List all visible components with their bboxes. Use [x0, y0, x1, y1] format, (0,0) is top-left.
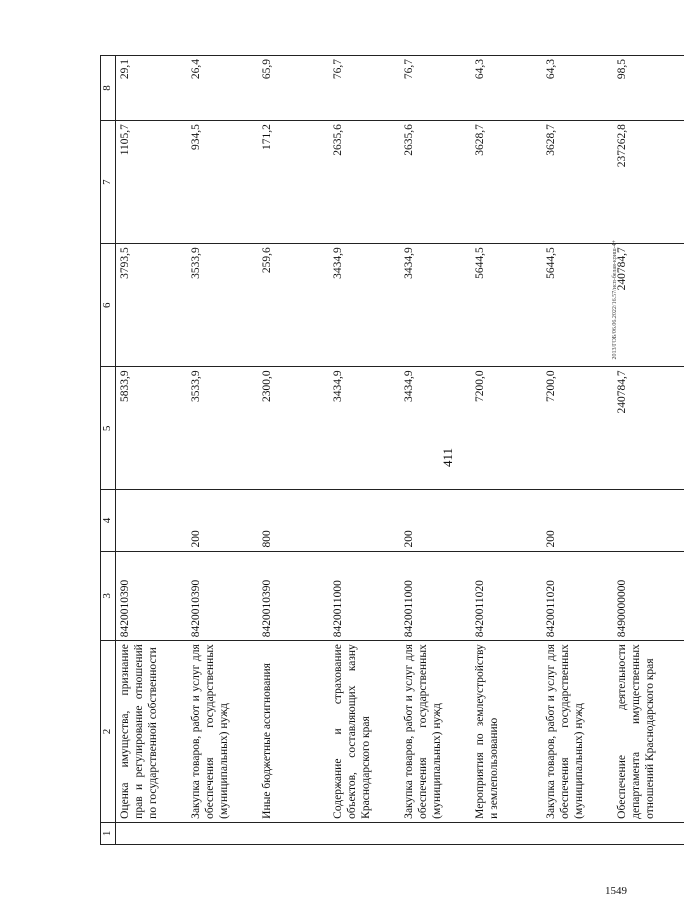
cell-col5: 240784,7	[613, 367, 684, 490]
cell-col8: 98,5	[613, 56, 684, 121]
cell-col6: 3434,9	[329, 244, 400, 367]
cell-col5: 5833,9	[116, 367, 188, 490]
cell-name: Оценка имущества, признание прав и регулирование отношений по государственной собственности	[116, 641, 188, 823]
bottom-page-number: 1549	[605, 885, 627, 897]
cell-col8: 76,7	[400, 56, 471, 121]
cell-num	[116, 822, 188, 844]
cell-type	[329, 490, 400, 551]
cell-col5: 3434,9	[400, 367, 471, 490]
budget-table	[100, 55, 684, 845]
table-row	[187, 56, 258, 845]
cell-num	[400, 822, 471, 844]
page-number: 411	[440, 447, 455, 467]
col-1-header: 1	[101, 822, 116, 844]
cell-col6: 3533,9	[187, 244, 258, 367]
table-row	[471, 56, 542, 845]
cell-col8: 76,7	[329, 56, 400, 121]
cell-col8: 29,1	[116, 56, 188, 121]
cell-col5: 3533,9	[187, 367, 258, 490]
cell-code: 8420011020	[471, 551, 542, 641]
cell-type: 800	[258, 490, 329, 551]
cell-col6: 3793,5	[116, 244, 188, 367]
cell-col5: 2300,0	[258, 367, 329, 490]
cell-name: Обеспечение деятельности департамента имущественных отношений Краснодарского края	[613, 641, 684, 823]
col-5-header: 5	[101, 367, 116, 490]
col-8-header: 8	[101, 56, 116, 121]
col-6-header: 6	[101, 244, 116, 367]
cell-col7: 171,2	[258, 121, 329, 244]
cell-col5: 3434,9	[329, 367, 400, 490]
cell-col7: 934,5	[187, 121, 258, 244]
table-row	[400, 56, 471, 845]
cell-type	[471, 490, 542, 551]
cell-col7: 237262,8	[613, 121, 684, 244]
cell-type: 200	[542, 490, 613, 551]
col-3-header: 3	[101, 551, 116, 641]
cell-code: 8420010390	[187, 551, 258, 641]
cell-code: 8420011000	[400, 551, 471, 641]
col-4-header: 4	[101, 490, 116, 551]
cell-name: Закупка товаров, работ и услуг для обеспечения государственных (муниципальных) нужд	[542, 641, 613, 823]
col-7-header: 7	[101, 121, 116, 244]
cell-type	[116, 490, 188, 551]
cell-num	[613, 822, 684, 844]
cell-col6: 5644,5	[542, 244, 613, 367]
cell-type	[613, 490, 684, 551]
side-print-code: 2013/ГОБ/06.06.2022/16.57/исп-белая-криш-4+	[612, 240, 618, 360]
cell-col7: 2635,6	[329, 121, 400, 244]
header-row	[101, 56, 116, 845]
cell-col6: 5644,5	[471, 244, 542, 367]
cell-code: 8420010390	[116, 551, 188, 641]
table-row	[258, 56, 329, 845]
cell-code: 8490000000	[613, 551, 684, 641]
cell-type: 200	[400, 490, 471, 551]
cell-col7: 3628,7	[471, 121, 542, 244]
cell-type: 200	[187, 490, 258, 551]
cell-col6: 259,6	[258, 244, 329, 367]
cell-col7: 2635,6	[400, 121, 471, 244]
cell-col6: 3434,9	[400, 244, 471, 367]
cell-num	[258, 822, 329, 844]
cell-col5: 7200,0	[542, 367, 613, 490]
cell-code: 8420011020	[542, 551, 613, 641]
table-row	[329, 56, 400, 845]
cell-col6: 240784,7	[613, 244, 684, 367]
cell-code: 8420010390	[258, 551, 329, 641]
cell-num	[187, 822, 258, 844]
cell-col8: 65,9	[258, 56, 329, 121]
cell-name: Мероприятия по землеустройству и землепользованию	[471, 641, 542, 823]
cell-num	[542, 822, 613, 844]
cell-name: Закупка товаров, работ и услуг для обеспечения государственных (муниципальных) нужд	[400, 641, 471, 823]
cell-col7: 1105,7	[116, 121, 188, 244]
col-2-header: 2	[101, 641, 116, 823]
cell-col8: 64,3	[471, 56, 542, 121]
cell-name: Содержание и страхование объектов, составляющих казну Краснодарского края	[329, 641, 400, 823]
cell-num	[329, 822, 400, 844]
cell-col5: 7200,0	[471, 367, 542, 490]
table-row	[116, 56, 188, 845]
cell-col8: 26,4	[187, 56, 258, 121]
table-row	[613, 56, 684, 845]
table-row	[542, 56, 613, 845]
cell-code: 8420011000	[329, 551, 400, 641]
cell-name: Иные бюджетные ассигнования	[258, 641, 329, 823]
cell-name: Закупка товаров, работ и услуг для обеспечения государственных (муниципальных) нужд	[187, 641, 258, 823]
cell-col7: 3628,7	[542, 121, 613, 244]
cell-num	[471, 822, 542, 844]
cell-col8: 64,3	[542, 56, 613, 121]
